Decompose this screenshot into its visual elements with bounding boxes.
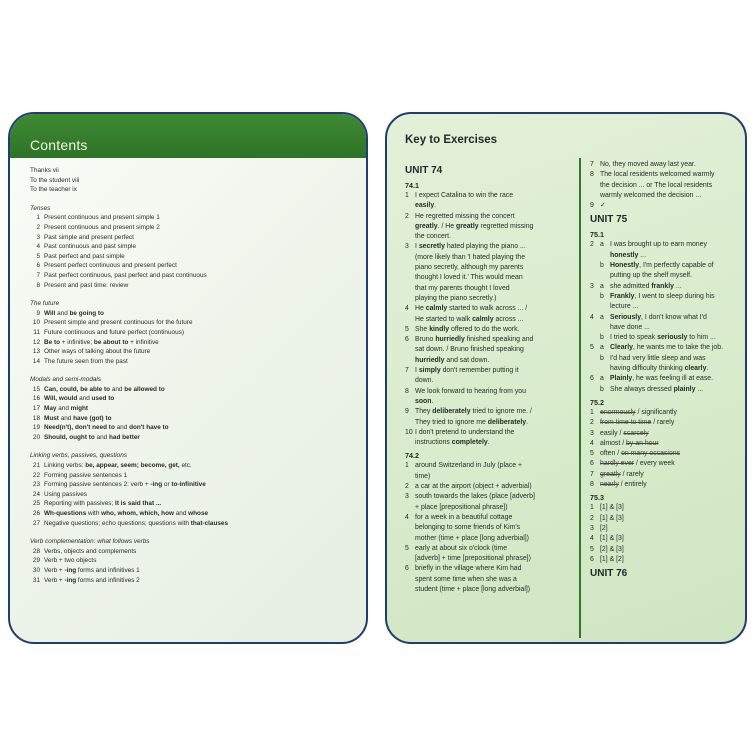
- answer-text: He calmly started to walk across ... / He started to walk calmly across ...: [415, 305, 528, 323]
- contents-entry: [30, 347, 360, 357]
- unit-number: 5: [36, 252, 40, 260]
- unit-title: Past continuous and past simple: [44, 243, 137, 251]
- answer-number: 5: [590, 344, 594, 352]
- exercise-number: 74.2: [405, 451, 419, 461]
- unit-number: 21: [32, 462, 40, 470]
- answer-item: [590, 545, 740, 555]
- answer-number: 5: [405, 325, 409, 333]
- contents-entry: [30, 271, 360, 281]
- contents-entry: [30, 499, 360, 509]
- contents-entry: [30, 338, 360, 348]
- column-divider: [579, 158, 581, 638]
- contents-page: [8, 112, 368, 644]
- unit-title: Wh-questions with who, whom, which, how and whose: [44, 510, 209, 517]
- unit-title: Must and have (got) to: [44, 414, 112, 422]
- contents-entry: [30, 547, 360, 557]
- answer-item: [590, 408, 740, 418]
- unit-number: 3: [36, 233, 40, 241]
- answer-text: I don't pretend to understand the instructions completely.: [415, 428, 515, 447]
- section-title: Tenses: [30, 204, 51, 212]
- answer-number: 8: [590, 481, 594, 489]
- answer-number: 3: [405, 493, 409, 501]
- key-column-right: [590, 160, 740, 583]
- answer-number: 7: [590, 161, 594, 168]
- answer-number: 5: [590, 545, 594, 553]
- unit-heading: UNIT 74: [405, 165, 443, 176]
- answer-item: [405, 428, 577, 449]
- answer-item: [405, 564, 577, 595]
- answer-text: I simply don't remember putting it down.: [415, 367, 519, 385]
- unit-title: Present continuous and present simple 1: [44, 214, 160, 222]
- unit-title: Can, could, be able to and be allowed to: [44, 385, 165, 393]
- unit-number: 20: [32, 433, 40, 441]
- unit-number: 12: [32, 338, 40, 346]
- answer-number: [590, 354, 600, 375]
- answer-number: 6: [405, 336, 409, 344]
- contents-entry: [30, 480, 360, 490]
- answer-number: 2: [590, 514, 594, 522]
- unit-number: 14: [32, 357, 40, 365]
- front-matter-item: To the teacher ix: [30, 186, 77, 194]
- unit-number: 23: [32, 481, 40, 489]
- answer-text: [1] & [3]: [600, 514, 624, 522]
- key-page: [385, 112, 747, 644]
- unit-title: Reporting with passives; It is said that ...: [44, 500, 162, 508]
- contents-sections: [30, 204, 360, 585]
- answer-item: [590, 261, 740, 282]
- unit-number: 26: [32, 510, 40, 517]
- answer-number: 5: [590, 450, 594, 458]
- unit-title: Verb + -ing forms and infinitives 2: [44, 576, 140, 584]
- contents-entry: [30, 556, 360, 566]
- unit-title: Past simple and present perfect: [44, 233, 134, 241]
- answer-item: [590, 480, 740, 490]
- contents-entry: [30, 423, 360, 433]
- unit-number: 17: [32, 405, 40, 413]
- answer-number: 2: [405, 212, 409, 220]
- answer-number: 1: [590, 408, 594, 416]
- unit-title: Should, ought to and had better: [44, 433, 140, 441]
- answer-number: 3: [590, 429, 594, 437]
- answer-text: I'd had very little sleep and was having difficulty thinking clearly.: [610, 354, 709, 373]
- unit-title: Present perfect continuous and present perfect: [44, 262, 177, 270]
- answer-text: for a week in a beautiful cottage belonging to some friends of Kim's mother (time + place [long adverbial]): [415, 513, 529, 542]
- exercise-number: 75.2: [590, 397, 604, 407]
- unit-number: 8: [36, 281, 40, 289]
- unit-number: 29: [32, 557, 40, 565]
- answer-number: 10: [405, 428, 413, 436]
- answer-text: The local residents welcomed warmly the decision ... or The local residents warmly welcomed the decision ...: [600, 171, 715, 199]
- unit-number: 30: [32, 566, 40, 574]
- answer-letter: a: [600, 344, 604, 352]
- contents-entry: [30, 433, 360, 443]
- answer-text: Bruno hurriedly finished speaking and sat down. / Bruno finished speaking hurriedly and sat down.: [415, 336, 534, 364]
- answer-number: 1: [405, 462, 409, 470]
- answer-number: [590, 385, 600, 395]
- answer-number: 3: [590, 282, 594, 290]
- exercise-number: 75.3: [590, 493, 604, 503]
- answer-text: from time to time / rarely: [600, 419, 675, 427]
- unit-number: 1: [36, 214, 40, 222]
- answer-item: [590, 313, 740, 334]
- answer-item: [590, 439, 740, 449]
- answer-number: 6: [405, 565, 409, 573]
- answer-item: [590, 170, 740, 201]
- answer-item: [590, 160, 740, 170]
- answer-text: Honestly, I'm perfectly capable of putting up the shelf myself.: [610, 262, 714, 280]
- answer-number: 1: [590, 504, 594, 512]
- answer-item: [590, 282, 740, 292]
- answer-text: enormously / significantly: [600, 408, 677, 416]
- answer-text: [2] & [3]: [600, 545, 624, 553]
- unit-title: Present continuous and present simple 2: [44, 223, 160, 231]
- answer-text: I expect Catalina to win the race easily.: [415, 192, 514, 210]
- answer-text: Seriously, I don't know what I'd have done ...: [610, 313, 707, 331]
- answer-text: south towards the lakes (place [adverb] + place [prepositional phrase]): [415, 493, 535, 511]
- answer-number: 9: [405, 408, 409, 416]
- unit-title: Will and be going to: [44, 309, 104, 317]
- answer-letter: b: [600, 385, 604, 393]
- answer-text: around Switzerland in July (place + time): [415, 462, 523, 480]
- contents-entry: [30, 252, 360, 262]
- answer-number: 6: [590, 460, 594, 468]
- unit-heading: UNIT 76: [590, 568, 628, 580]
- answer-item: [590, 354, 740, 375]
- contents-entry: [30, 242, 360, 252]
- answer-number: 2: [590, 419, 594, 427]
- answer-text: She always dressed plainly ...: [610, 385, 704, 393]
- unit-number: 10: [32, 319, 40, 327]
- answer-text: [1] & [2]: [600, 555, 624, 563]
- unit-title: May and might: [44, 405, 89, 413]
- answer-item: [590, 385, 740, 395]
- unit-number: 19: [32, 424, 40, 432]
- section-title: Linking verbs, passives, questions: [30, 452, 127, 460]
- contents-entry: [30, 213, 360, 223]
- unit-number: 7: [36, 271, 40, 279]
- answer-item: [405, 242, 577, 304]
- exercise-number: 75.1: [590, 230, 604, 240]
- unit-title: Verb + two objects: [44, 557, 97, 565]
- answer-text: He regretted missing the concert greatly. / He greatly regretted missing the concert.: [415, 212, 534, 241]
- unit-title: Present simple and present continuous for the future: [44, 319, 193, 327]
- answer-item: [405, 366, 577, 387]
- answer-item: [590, 333, 740, 343]
- unit-number: 11: [33, 328, 40, 336]
- answer-item: [590, 429, 740, 439]
- unit-title: Need(n't), don't need to and don't have to: [44, 424, 169, 432]
- answer-item: [590, 514, 740, 524]
- answer-number: [590, 292, 600, 313]
- answer-letter: a: [600, 282, 604, 290]
- answer-letter: a: [600, 313, 604, 321]
- answer-text: Plainly, he was feeling ill at ease.: [610, 375, 714, 383]
- answer-item: [405, 191, 577, 212]
- answer-number: 5: [405, 544, 409, 552]
- contents-entry: [30, 509, 360, 519]
- answer-item: [590, 449, 740, 459]
- answer-number: 4: [590, 439, 594, 447]
- contents-entry: [30, 233, 360, 243]
- unit-title: Verbs, objects and complements: [44, 547, 137, 555]
- answer-item: [405, 544, 577, 565]
- front-matter-item: To the student viii: [30, 176, 80, 184]
- answer-number: 7: [405, 367, 409, 375]
- answer-item: [590, 343, 740, 353]
- answer-text: easily / scarcely: [600, 429, 649, 437]
- answer-text: [2]: [600, 524, 608, 532]
- contents-entry: [30, 566, 360, 576]
- unit-number: 27: [32, 519, 40, 527]
- unit-title: Past perfect continuous, past perfect and past continuous: [44, 271, 207, 279]
- contents-entry: [30, 385, 360, 395]
- answer-item: [405, 335, 577, 366]
- answer-item: [590, 534, 740, 544]
- unit-number: 9: [36, 309, 40, 317]
- unit-title: Future continuous and future perfect (continuous): [44, 328, 184, 336]
- unit-title: The future seen from the past: [44, 357, 128, 365]
- answer-text: We look forward to hearing from you soon.: [415, 387, 526, 405]
- answer-number: 2: [405, 483, 409, 491]
- contents-entry: [30, 394, 360, 404]
- answer-text: I secretly hated playing the piano ... (more likely than 'I hated playing the piano secretly, although my parents thought I loved it.' This would mean that my parents thought I loved playing the piano secretly.): [415, 243, 526, 302]
- answer-text: nearly / entirely: [600, 481, 647, 489]
- unit-number: 6: [36, 262, 40, 270]
- answer-item: [405, 325, 577, 335]
- contents-entry: [30, 414, 360, 424]
- unit-title: Will, would and used to: [44, 395, 115, 403]
- unit-title: Present and past time: review: [44, 281, 129, 289]
- answer-letter: b: [600, 354, 604, 362]
- contents-entry: [30, 357, 360, 367]
- unit-number: 13: [32, 348, 40, 356]
- answer-text: No, they moved away last year.: [600, 161, 696, 168]
- answer-item: [405, 304, 577, 325]
- unit-number: 16: [32, 395, 40, 403]
- answer-text: a car at the airport (object + adverbial): [415, 483, 532, 491]
- answer-item: [405, 212, 577, 243]
- unit-title: Using passives: [44, 490, 87, 498]
- answer-item: [405, 492, 577, 513]
- answer-number: 3: [590, 524, 594, 532]
- answer-text: [1] & [3]: [600, 504, 624, 512]
- contents-entry: [30, 519, 360, 529]
- answer-number: 4: [405, 513, 409, 521]
- answer-item: [590, 374, 740, 384]
- unit-title: Be to + infinitive; be about to + infinitive: [44, 338, 159, 346]
- answer-text: I was brought up to earn money honestly ...: [610, 241, 707, 259]
- answer-item: [590, 201, 740, 211]
- contents-entry: [30, 576, 360, 586]
- answer-item: [590, 418, 740, 428]
- answer-text: hardly ever / every week: [600, 460, 675, 468]
- answer-text: often / on many occasions: [600, 450, 681, 458]
- answer-item: [590, 524, 740, 534]
- answer-item: [590, 459, 740, 469]
- answer-number: 8: [590, 171, 594, 179]
- contents-entry: [30, 281, 360, 291]
- answer-item: [590, 240, 740, 261]
- answer-text: She kindly offered to do the work.: [415, 325, 520, 333]
- key-title: Key to Exercises: [405, 134, 498, 146]
- unit-title: Other ways of talking about the future: [44, 348, 151, 356]
- answer-number: 4: [405, 305, 409, 313]
- answer-item: [590, 503, 740, 513]
- unit-number: 24: [32, 490, 40, 498]
- contents-entry: [30, 309, 360, 319]
- answer-text: greatly / rarely: [600, 470, 644, 478]
- answer-letter: b: [600, 262, 604, 270]
- unit-number: 4: [36, 243, 40, 251]
- contents-entry: [30, 490, 360, 500]
- answer-item: [590, 292, 740, 313]
- answer-text: almost / by an hour: [600, 439, 659, 447]
- answer-letter: b: [600, 334, 604, 342]
- front-matter-item: Thanks vii: [30, 167, 59, 174]
- answer-number: 6: [590, 375, 594, 383]
- answer-number: 4: [590, 313, 594, 321]
- answer-item: [405, 482, 577, 492]
- front-matter: [30, 166, 360, 195]
- unit-title: Past perfect and past simple: [44, 252, 125, 260]
- answer-item: [590, 555, 740, 565]
- contents-entry: [30, 223, 360, 233]
- answer-item: [590, 470, 740, 480]
- answer-item: [405, 407, 577, 428]
- answer-number: 6: [590, 555, 594, 563]
- answer-number: 4: [590, 535, 594, 543]
- unit-number: 22: [32, 471, 40, 479]
- answer-text: I tried to speak seriously to him ...: [610, 334, 716, 342]
- unit-number: 31: [32, 576, 40, 584]
- answer-text: Frankly, I went to sleep during his lecture ...: [610, 292, 715, 311]
- unit-number: 15: [32, 385, 40, 393]
- unit-title: Forming passive sentences 1: [44, 471, 128, 479]
- answer-letter: b: [600, 292, 604, 300]
- unit-title: Linking verbs: be, appear, seem; become, get, etc.: [44, 462, 192, 470]
- answer-number: 7: [590, 470, 594, 478]
- contents-list: [30, 166, 360, 585]
- answer-number: 2: [590, 241, 594, 249]
- contents-banner: [10, 114, 366, 158]
- contents-entry: [30, 461, 360, 471]
- key-column-left: [405, 162, 577, 595]
- answer-number: 8: [405, 387, 409, 395]
- unit-title: Forming passive sentences 2: verb + -ing or to-infinitive: [44, 481, 206, 489]
- unit-number: 2: [36, 223, 40, 231]
- section-title: The future: [30, 300, 60, 308]
- answer-item: [405, 461, 577, 482]
- answer-number: [590, 333, 600, 343]
- contents-entry: [30, 404, 360, 414]
- answer-text: ✓: [600, 202, 606, 210]
- answer-number: [590, 261, 600, 282]
- unit-title: Negative questions; echo questions; questions with that-clauses: [44, 519, 229, 527]
- unit-number: 28: [32, 547, 40, 555]
- unit-title: Verb + -ing forms and infinitives 1: [44, 566, 140, 574]
- answer-letter: a: [600, 241, 604, 249]
- answer-number: 9: [590, 202, 594, 210]
- answer-letter: a: [600, 375, 604, 383]
- unit-number: 18: [32, 414, 40, 422]
- contents-entry: [30, 328, 360, 338]
- contents-title: Contents: [30, 137, 88, 153]
- answer-item: [405, 513, 577, 544]
- answer-text: early at about six o'clock (time [adverb] + time [prepositional phrase]): [415, 544, 531, 563]
- contents-entry: [30, 471, 360, 481]
- answer-number: 3: [405, 243, 409, 251]
- answer-text: Clearly, he wants me to take the job.: [610, 344, 723, 352]
- unit-heading: UNIT 75: [590, 214, 628, 226]
- answer-text: [1] & [3]: [600, 535, 624, 543]
- answer-text: They deliberately tried to ignore me. / They tried to ignore me deliberately.: [415, 408, 532, 426]
- contents-entry: [30, 318, 360, 328]
- section-title: Verb complementation: what follows verbs: [30, 538, 150, 546]
- exercise-number: 74.1: [405, 181, 419, 190]
- answer-text: briefly in the village where Kim had spent some time when she was a student (time + place [long adverbial]): [415, 565, 531, 593]
- contents-entry: [30, 261, 360, 271]
- answer-text: she admitted frankly ...: [610, 282, 682, 290]
- unit-number: 25: [32, 500, 40, 508]
- answer-number: 1: [405, 192, 409, 199]
- section-title: Modals and semi-modals: [30, 376, 102, 384]
- answer-item: [405, 387, 577, 408]
